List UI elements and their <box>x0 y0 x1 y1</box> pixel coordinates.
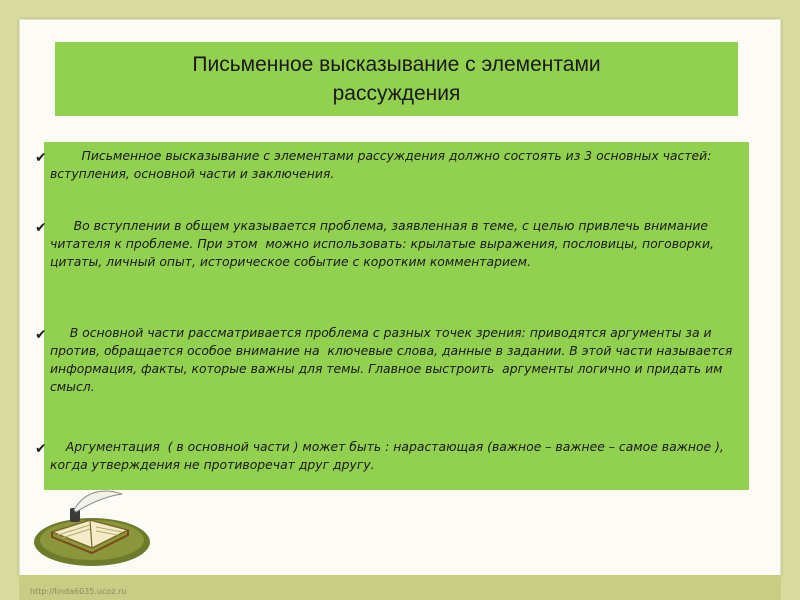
title-panel <box>55 42 738 116</box>
check-icon: ✔ <box>35 441 47 457</box>
bullet-text: Письменное высказывание с элементами рассуждения должно состоять из 3 основных частей: вступления, основной части и заключения. <box>50 148 716 181</box>
check-icon: ✔ <box>35 327 47 343</box>
bullet-item <box>35 438 749 474</box>
content-panel <box>35 142 749 490</box>
bullet-item <box>35 217 749 271</box>
bullet-text: В основной части рассматривается проблема с разных точек зрения: приводятся аргументы за и против, обращается особое внимание на ключевые слова, данные в задании. В этой части называется информация, факты, которые важны для темы. Главное выстроить аргументы логично и придать им смысл. <box>50 325 741 394</box>
bullet-text: Во вступлении в общем указывается проблема, заявленная в теме, с целью привлечь внимание читателя к проблеме. При этом можно использовать: крылатые выражения, пословицы, поговорки, цитаты, личный опыт, историческое событие с коротким комментарием. <box>50 218 718 269</box>
check-icon: ✔ <box>35 220 47 236</box>
footer-url: http://linda6035.ucoz.ru <box>30 587 127 596</box>
bullet-item <box>35 324 749 396</box>
bullet-text: Аргументация ( в основной части ) может быть : нарастающая (важное – важнее – самое важное ), когда утверждения не противоречат друг другу. <box>50 439 728 472</box>
bullet-item <box>35 147 749 183</box>
book-quill-icon <box>30 490 155 570</box>
slide-bottom-band <box>19 575 781 600</box>
check-icon: ✔ <box>35 150 47 166</box>
slide-title: Письменное высказывание с элементами рассуждения <box>192 53 601 105</box>
